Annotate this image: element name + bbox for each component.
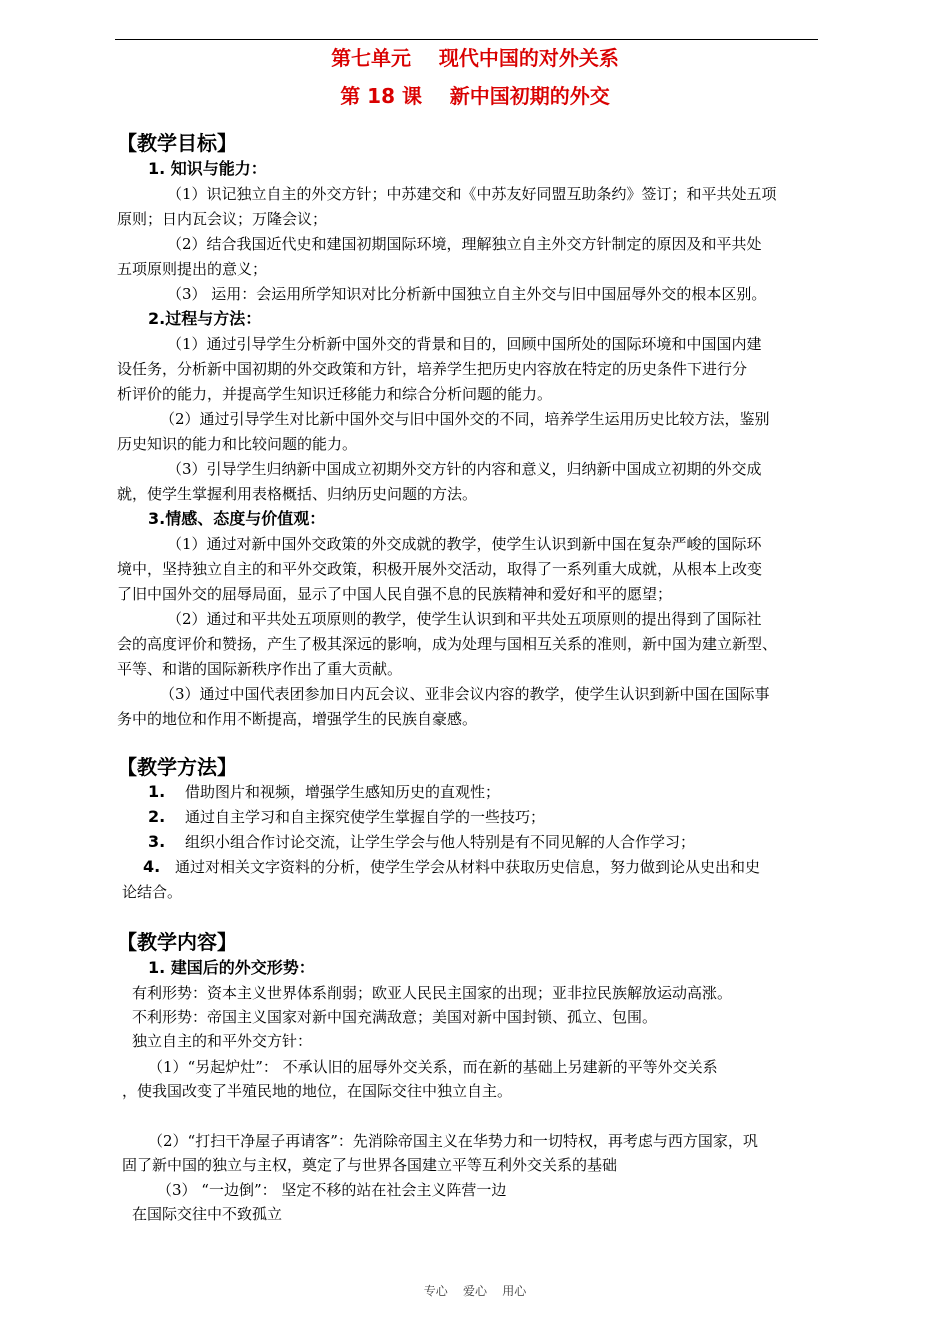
text-line: 析评价的能力，并提高学生知识迁移能力和综合分析问题的能力。 bbox=[117, 385, 553, 403]
text-line: （2）通过引导学生对比新中国外交与旧中国外交的不同，培养学生运用历史比较方法，鉴别 bbox=[160, 410, 770, 428]
text-line: 平等、和谐的国际新秩序作出了重大贡献。 bbox=[117, 660, 403, 678]
text-line: 境中，坚持独立自主的和平外交政策，积极开展外交活动，取得了一系列重大成就，从根本上改变 bbox=[117, 560, 763, 578]
text-line: 固了新中国的独立与主权，奠定了与世界各国建立平等互利外交关系的基础 bbox=[122, 1156, 618, 1174]
method-number: 2. bbox=[148, 807, 166, 826]
text-line: （1）通过对新中国外交政策的外交成就的教学，使学生认识到新中国在复杂严峻的国际环 bbox=[167, 535, 762, 553]
text-line: 不利形势：帝国主义国家对新中国充满敌意；美国对新中国封锁、孤立、包围。 bbox=[132, 1008, 658, 1026]
text-line: （2）“打扫干净屋子再请客”：先消除帝国主义在华势力和一切特权，再考虑与西方国家，巩 bbox=[148, 1132, 758, 1150]
method-number: 4. bbox=[143, 857, 161, 876]
subheading-knowledge: 1. 知识与能力： bbox=[148, 159, 267, 178]
text-line: 历史知识的能力和比较问题的能力。 bbox=[117, 435, 358, 453]
text-line: 务中的地位和作用不断提高，增强学生的民族自豪感。 bbox=[117, 710, 478, 728]
subheading-situation: 1. 建国后的外交形势： bbox=[148, 958, 315, 977]
text-line: 五项原则提出的意义； bbox=[117, 260, 268, 278]
lesson-title: 第 18 课 新中国初期的外交 bbox=[340, 84, 610, 108]
method-text: 通过自主学习和自主探究使学生掌握自学的一些技巧； bbox=[185, 808, 546, 826]
section-heading-content: 【教学内容】 bbox=[117, 930, 237, 954]
method-text: 借助图片和视频，增强学生感知历史的直观性； bbox=[185, 783, 501, 801]
method-text: 组织小组合作讨论交流，让学生学会与他人特别是有不同见解的人合作学习； bbox=[185, 833, 696, 851]
page-footer: 专心 爱心 用心 bbox=[423, 1284, 527, 1298]
text-line: 会的高度评价和赞扬，产生了极其深远的影响，成为处理与国相互关系的准则，新中国为建立新型、 bbox=[117, 635, 778, 653]
text-line: （3）引导学生归纳新中国成立初期外交方针的内容和意义，归纳新中国成立初期的外交成 bbox=[167, 460, 762, 478]
text-line: 就，使学生掌握利用表格概括、归纳历史问题的方法。 bbox=[117, 485, 478, 503]
section-heading-objectives: 【教学目标】 bbox=[117, 131, 237, 155]
text-line: 有利形势：资本主义世界体系削弱；欧亚人民民主国家的出现；亚非拉民族解放运动高涨。 bbox=[132, 984, 733, 1002]
text-line: 独立自主的和平外交方针： bbox=[132, 1032, 313, 1050]
text-line: （2）通过和平共处五项原则的教学，使学生认识到和平共处五项原则的提出得到了国际社 bbox=[167, 610, 762, 628]
method-text-continuation: 论结合。 bbox=[122, 883, 183, 901]
text-line: 在国际交往中不致孤立 bbox=[132, 1205, 283, 1223]
method-number: 3. bbox=[148, 832, 166, 851]
method-text: 通过对相关文字资料的分析，使学生学会从材料中获取历史信息，努力做到论从史出和史 bbox=[175, 858, 761, 876]
text-line: （1）识记独立自主的外交方针；中苏建交和《中苏友好同盟互助条约》签订；和平共处五项 bbox=[167, 185, 777, 203]
text-line: （1）“另起炉灶”： 不承认旧的屈辱外交关系，而在新的基础上另建新的平等外交关系 bbox=[148, 1058, 718, 1076]
text-line: 了旧中国外交的屈辱局面，显示了中国人民自强不息的民族精神和爱好和平的愿望； bbox=[117, 585, 673, 603]
text-line: （2）结合我国近代史和建国初期国际环境，理解独立自主外交方针制定的原因及和平共处 bbox=[167, 235, 762, 253]
subheading-emotion: 3.情感、态度与价值观： bbox=[148, 509, 326, 528]
method-number: 1. bbox=[148, 782, 166, 801]
text-line: ，使我国改变了半殖民地的地位，在国际交往中独立自主。 bbox=[122, 1082, 513, 1100]
text-line: 设任务，分析新中国初期的外交政策和方针，培养学生把历史内容放在特定的历史条件下进行分 bbox=[117, 360, 748, 378]
text-line: （3）通过中国代表团参加日内瓦会议、亚非会议内容的教学，使学生认识到新中国在国际事 bbox=[160, 685, 770, 703]
header-rule bbox=[115, 39, 818, 40]
text-line: 原则；日内瓦会议；万隆会议； bbox=[117, 210, 328, 228]
text-line: （1）通过引导学生分析新中国外交的背景和目的，回顾中国所处的国际环境和中国国内建 bbox=[167, 335, 762, 353]
section-heading-methods: 【教学方法】 bbox=[117, 755, 237, 779]
text-line: （3） “一边倒”： 坚定不移的站在社会主义阵营一边 bbox=[157, 1181, 507, 1199]
text-line: （3） 运用：会运用所学知识对比分析新中国独立自主外交与旧中国屈辱外交的根本区别。 bbox=[167, 285, 767, 303]
unit-title: 第七单元 现代中国的对外关系 bbox=[331, 46, 619, 70]
subheading-process: 2.过程与方法： bbox=[148, 309, 262, 328]
